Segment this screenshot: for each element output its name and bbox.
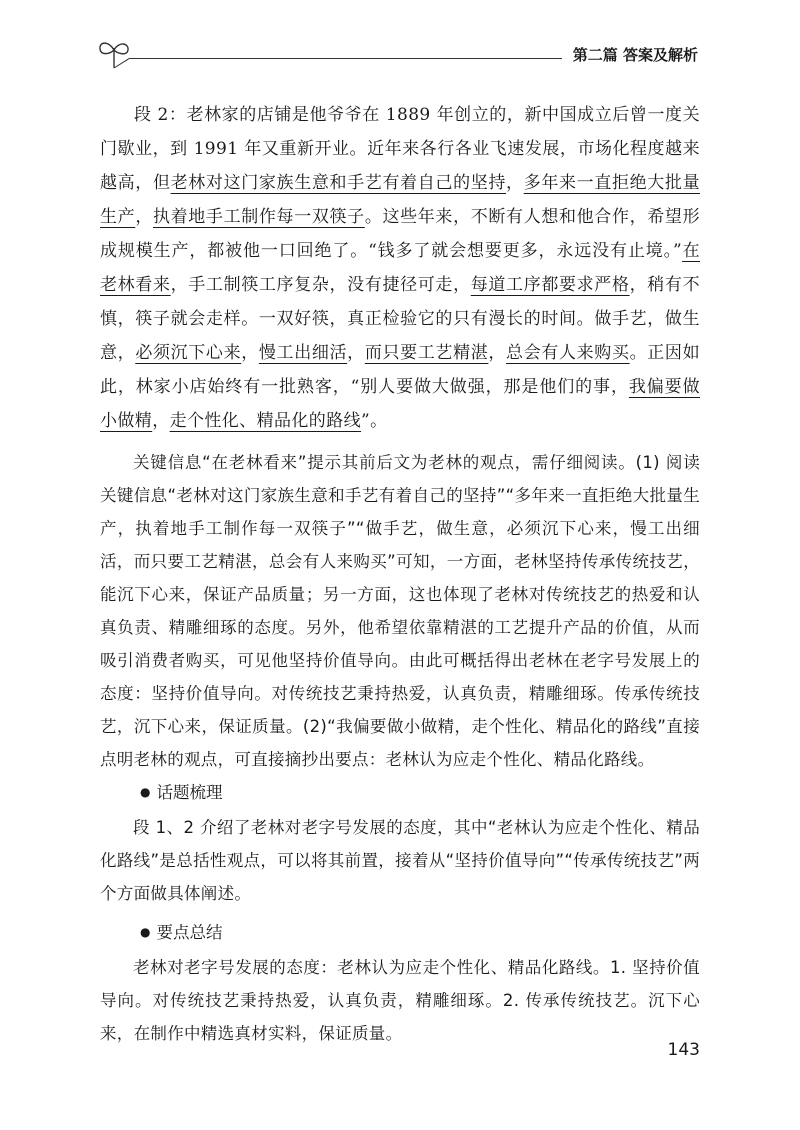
underlined-phrase: 必须沉下心来 [135, 343, 242, 363]
chapter-title: 第二篇 答案及解析 [572, 46, 698, 64]
summary-paragraph: 老林对老字号发展的态度：老林认为应走个性化、精品化路线。1. 坚持价值导向。对传统技艺秉持热爱，认真负责，精雕细琢。2. 传承传统技艺。沉下心来，在制作中精选真材实料，保证质量。 [100, 958, 700, 1043]
underlined-phrase: 而只要工艺精湛 [364, 343, 489, 363]
underlined-phrase: 老林对这门家族生意和手艺有着自己的坚持 [170, 173, 507, 193]
topic-heading [100, 776, 700, 811]
underlined-phrase: 走个性化、精品化的路线 [169, 411, 362, 431]
underlined-phrase: 慢工出细活 [258, 343, 348, 363]
page-header [96, 34, 700, 74]
page-content [100, 98, 700, 1050]
text-run: 段 2：老林家的店铺是他爷爷在 1889 年创立的，新中国成立后曾一度关门歇业，到 1991 年又重新开业。近年来各行各业飞速发展，市场化程度越来越高，但 [100, 105, 700, 193]
paragraph-2-text [100, 98, 700, 438]
page-number: 143 [667, 1040, 700, 1060]
text-run: ， [135, 207, 153, 227]
text-run: ，稍有不慎，筷子就会走样。一双好筷，真正检验它的只有漫长的时间。做手艺，做生意， [100, 275, 700, 363]
bullet-icon: ● [140, 925, 151, 939]
header-rule [130, 58, 562, 59]
text-run: ， [488, 343, 507, 363]
topic-heading-label: 话题梳理 [156, 783, 223, 802]
topic-paragraph: 段 1、2 介绍了老林对老字号发展的态度，其中“老林认为应走个性化、精品化路线”是总括性观点，可以将其前置，接着从“坚持价值导向”“传承传统技艺”两个方面做具体阐述。 [100, 818, 700, 903]
underlined-phrase: 在老林看来 [100, 241, 700, 295]
text-run: ， [506, 173, 524, 193]
text-run: ， [241, 343, 259, 363]
underlined-phrase: 总会有人来购买 [506, 343, 630, 363]
analysis-paragraph: 关键信息“在老林看来”提示其前后文为老林的观点，需仔细阅读。(1) 阅读关键信息“老林对这门家族生意和手艺有着自己的坚持”“多年来一直拒绝大批量生产，执着地手工制作每一双筷子”“做手艺，做生意，必须沉下心来，慢工出细活，而只要工艺精湛，总会有人来购买”可知，一方面，老林坚持传承传统技艺，能沉下心来，保证产品质量；另一方面，这也体现了老林对传统技艺的热爱和认真负责、精雕细琢的态度。另外，他希望依靠精湛的工艺提升产品的价值，从而吸引消费者购买，可见他坚持价值导向。由此可概括得出老林在老字号发展上的态度：坚持价值导向。对传统技艺秉持热爱，认真负责，精雕细琢。传承传统技艺，沉下心来，保证质量。(2)“我偏要做小做精，走个性化、精品化的路线”直接点明老林的观点，可直接摘抄出要点：老林认为应走个性化、精品化路线。 [100, 453, 700, 769]
text-run: ”。 [361, 411, 388, 431]
sprout-icon [96, 34, 132, 74]
text-run: ，手工制筷工序复杂，没有捷径可走， [170, 275, 471, 295]
summary-heading-label: 要点总结 [156, 923, 223, 942]
summary-heading [100, 916, 700, 951]
text-run: 。这些年来，不断有人想和他合作，希望形成规模生产，都被他一口回绝了。“钱多了就会想要更多，永远没有止境。” [100, 207, 700, 261]
bullet-icon: ● [140, 785, 151, 799]
underlined-phrase: 多年来一直拒绝大批量生产 [100, 173, 700, 227]
text-run: ， [347, 343, 365, 363]
underlined-phrase: 执着地手工制作每一双筷子 [152, 207, 365, 227]
underlined-phrase: 我偏要做小做精 [100, 377, 700, 431]
text-run: 。正因如此，林家小店始终有一批熟客，“别人要做大做强，那是他们的事， [100, 343, 700, 397]
text-run: ， [152, 411, 170, 431]
underlined-phrase: 每道工序都要求严格 [470, 275, 630, 295]
